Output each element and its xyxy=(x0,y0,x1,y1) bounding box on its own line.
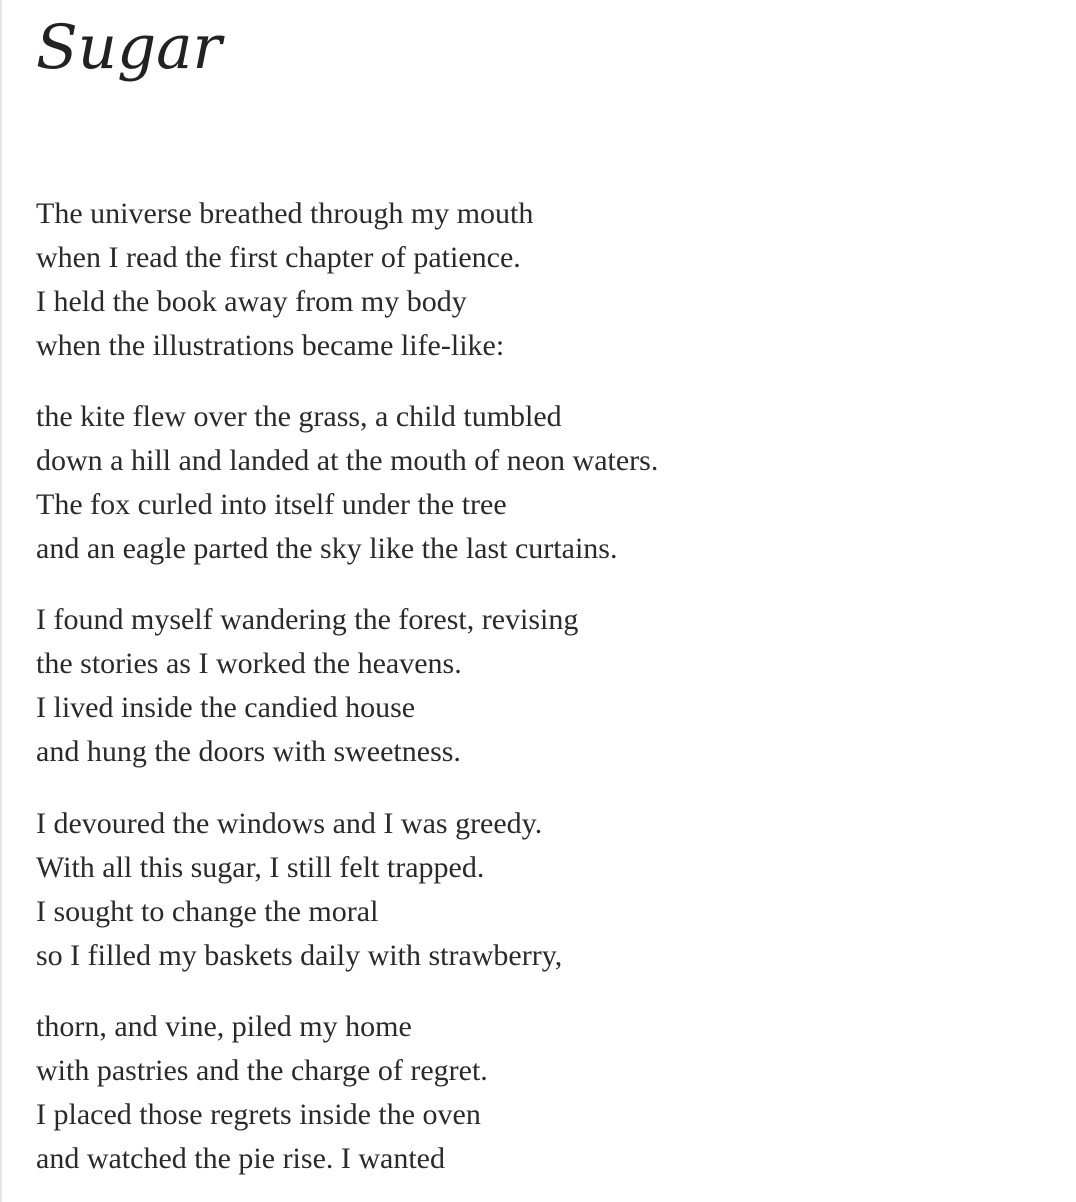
poem-line: when I read the first chapter of patience. xyxy=(36,241,521,274)
poem-line: when the illustrations became life-like: xyxy=(36,329,505,362)
poem-line: With all this sugar, I still felt trapped. xyxy=(36,851,485,884)
stanza-4 xyxy=(36,802,562,978)
poem-title: Sugar xyxy=(36,12,222,83)
stanza-3 xyxy=(36,598,578,774)
poem-line: down a hill and landed at the mouth of neon waters. xyxy=(36,444,659,477)
poem-line: and an eagle parted the sky like the last curtains. xyxy=(36,532,618,565)
poem-line: The universe breathed through my mouth xyxy=(36,197,534,230)
poem-line: I devoured the windows and I was greedy. xyxy=(36,807,543,840)
stanza-2 xyxy=(36,395,658,571)
stanza-1 xyxy=(36,192,533,368)
poem-line: the kite flew over the grass, a child tumbled xyxy=(36,400,562,433)
poem-line: I placed those regrets inside the oven xyxy=(36,1098,481,1131)
poem-line: The fox curled into itself under the tree xyxy=(36,488,507,521)
poem-line: I lived inside the candied house xyxy=(36,691,416,724)
poem-line: and hung the doors with sweetness. xyxy=(36,735,461,768)
stanza-5 xyxy=(36,1005,488,1181)
poem-line: I sought to change the moral xyxy=(36,895,379,928)
poem-line: the stories as I worked the heavens. xyxy=(36,647,462,680)
poem-line: so I filled my baskets daily with strawberry, xyxy=(36,939,563,972)
poem-line: I found myself wandering the forest, revising xyxy=(36,603,579,636)
poem-line: I held the book away from my body xyxy=(36,285,467,318)
poem-line: with pastries and the charge of regret. xyxy=(36,1054,488,1087)
poem-line: and watched the pie rise. I wanted xyxy=(36,1142,445,1175)
page-left-border xyxy=(0,0,2,1202)
poem-line: thorn, and vine, piled my home xyxy=(36,1010,412,1043)
